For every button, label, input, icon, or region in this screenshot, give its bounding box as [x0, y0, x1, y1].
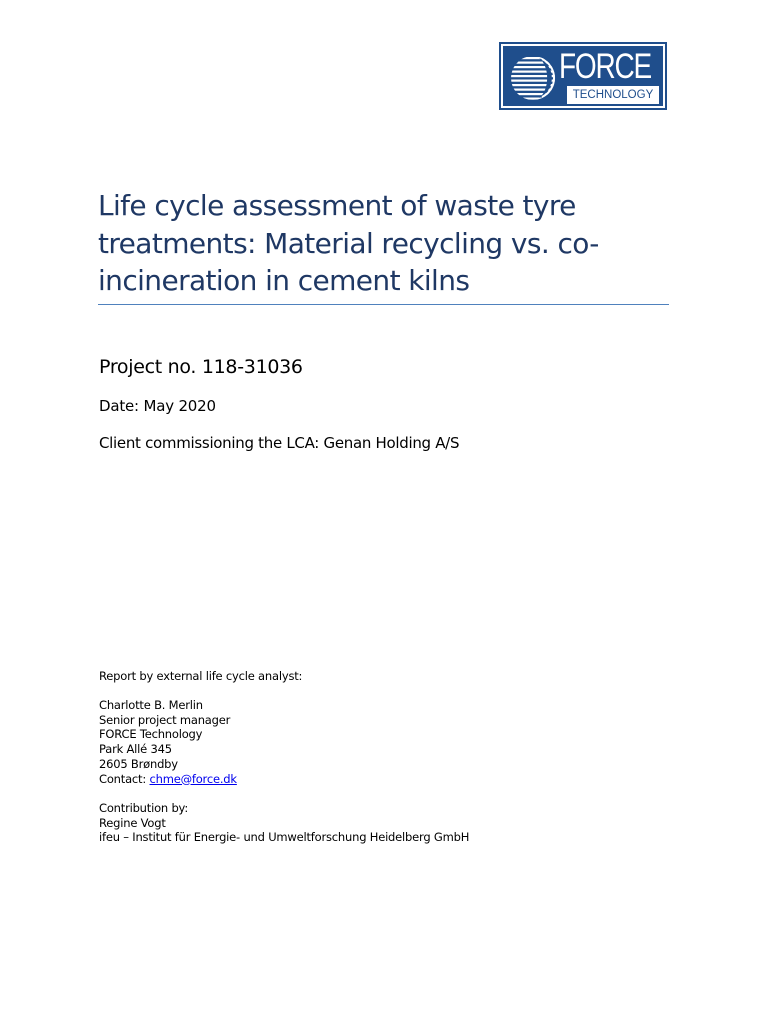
- contact-label: Contact:: [99, 771, 150, 786]
- author-block: [99, 698, 237, 786]
- title-line-1: Life cycle assessment of waste tyre: [98, 189, 576, 222]
- contributor-institute: ifeu – Institut für Energie- und Umweltforschung Heidelberg GmbH: [99, 830, 470, 845]
- logo-wordmark: FORCE: [559, 47, 651, 86]
- client-line: Client commissioning the LCA: Genan Holding A/S: [99, 434, 460, 452]
- report-by-label: Report by external life cycle analyst:: [99, 669, 303, 683]
- force-technology-logo: [499, 42, 667, 110]
- project-number: Project no. 118-31036: [99, 356, 303, 378]
- contributor-name: Regine Vogt: [99, 815, 166, 830]
- author-role: Senior project manager: [99, 712, 231, 727]
- author-company: FORCE Technology: [99, 727, 203, 742]
- logo-background: [503, 46, 663, 106]
- logo-subtitle: TECHNOLOGY: [567, 86, 659, 104]
- title-line-3: incineration in cement kilns: [98, 264, 470, 297]
- author-contact: [99, 772, 237, 787]
- report-date: Date: May 2020: [99, 397, 216, 415]
- title-divider: [98, 304, 669, 305]
- contact-email-link[interactable]: chme@force.dk: [149, 771, 237, 786]
- author-street: Park Allé 345: [99, 742, 172, 757]
- document-title: [98, 187, 668, 300]
- author-name: Charlotte B. Merlin: [99, 698, 203, 712]
- contribution-block: [99, 801, 469, 845]
- author-city: 2605 Brøndby: [99, 756, 178, 771]
- contribution-label: Contribution by:: [99, 801, 189, 815]
- globe-icon: [509, 54, 557, 102]
- title-line-2: treatments: Material recycling vs. co-: [98, 226, 599, 260]
